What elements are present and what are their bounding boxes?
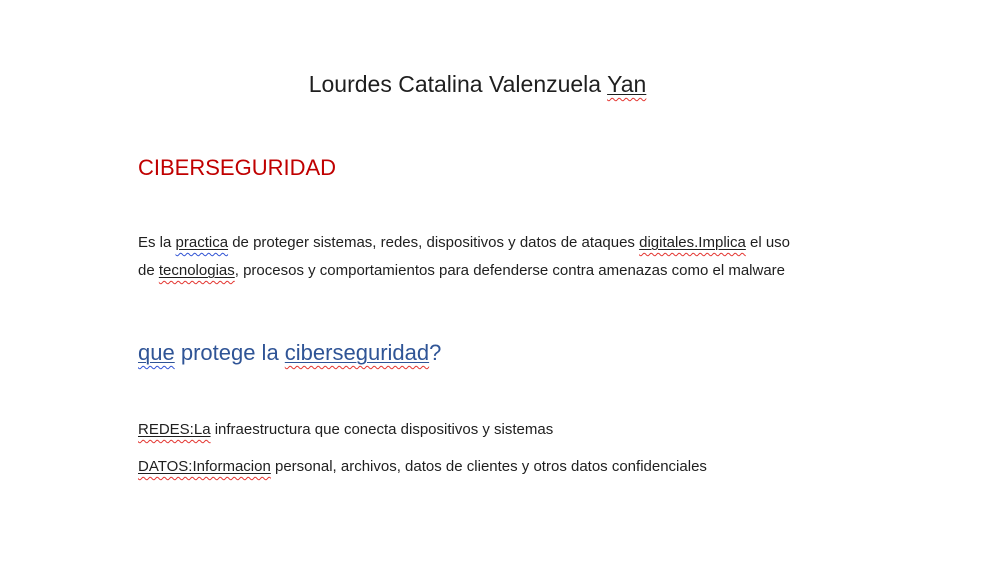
paragraph-line-1 (138, 229, 790, 257)
text-segment: , procesos y comportamientos para defenderse contra amenazas como el malware (234, 262, 786, 279)
underlined-word (138, 421, 211, 438)
squiggle-blue-word: practica (175, 234, 229, 251)
squiggle-blue-word: que (138, 340, 175, 365)
text-segment: de (138, 262, 159, 279)
text-segment: Es la (138, 234, 176, 251)
underlined-word (607, 71, 646, 97)
datos-line (138, 458, 707, 476)
squiggle-red-word: tecnologias (158, 262, 235, 279)
redes-line (138, 421, 553, 439)
intro-paragraph (138, 229, 790, 285)
paragraph-line-2 (138, 257, 790, 285)
section-heading-ciberseguridad: CIBERSEGURIDAD (138, 155, 337, 180)
text-segment: protege la (174, 340, 285, 365)
document-title (138, 71, 817, 98)
squiggle-red-word: ciberseguridad (284, 340, 430, 365)
underlined-word (138, 458, 271, 475)
underlined-word (285, 340, 429, 365)
text-segment: Lourdes Catalina Valenzuela (308, 71, 608, 97)
question-heading (138, 340, 441, 366)
text-segment: el uso (745, 234, 791, 251)
underlined-word (639, 234, 746, 251)
text-segment: infraestructura que conecta dispositivos y sistemas (210, 421, 554, 438)
squiggle-red-word: Yan (607, 71, 647, 97)
squiggle-red-word: REDES:La (138, 421, 211, 438)
text-segment: personal, archivos, datos de clientes y otros datos confidenciales (270, 458, 707, 475)
squiggle-red-word: digitales.Implica (639, 234, 746, 251)
underlined-word (159, 262, 235, 279)
underlined-word (176, 234, 229, 251)
text-segment: ? (429, 340, 442, 365)
underlined-word (138, 340, 175, 365)
text-segment: de proteger sistemas, redes, dispositivos y datos de ataques (228, 234, 640, 251)
squiggle-red-word: DATOS:Informacion (138, 458, 271, 475)
